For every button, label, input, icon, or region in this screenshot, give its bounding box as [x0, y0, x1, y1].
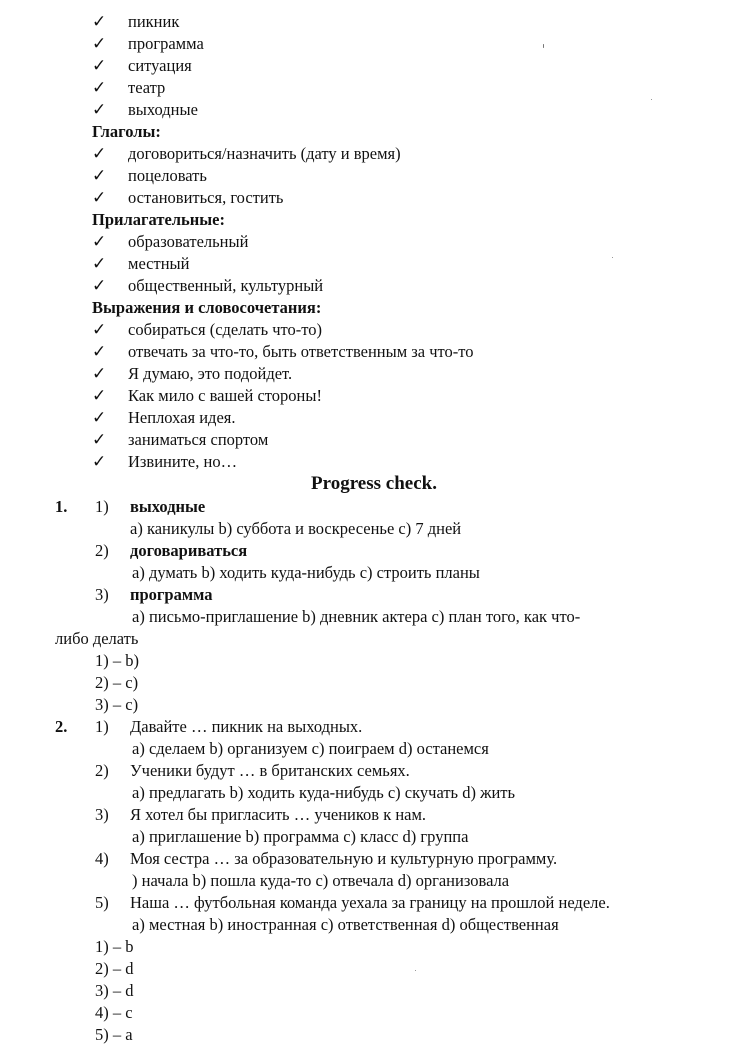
item-number: 1)	[95, 717, 109, 736]
vocab-word: программа	[130, 585, 213, 604]
check-icon: ✓	[92, 144, 107, 163]
check-icon: ✓	[92, 452, 107, 471]
answer-key-item: 3) – d	[95, 981, 134, 1000]
task-number: 2.	[55, 717, 68, 736]
phrase-item: Я думаю, это подойдет.	[128, 364, 293, 383]
answer-options: ) начала b) пошла куда-то c) отвечала d) организовала	[132, 871, 510, 890]
noun-item: пикник	[128, 12, 180, 31]
item-number: 5)	[95, 893, 109, 912]
adjective-item: местный	[128, 254, 190, 273]
check-icon: ✓	[92, 386, 107, 405]
check-icon: ✓	[92, 100, 107, 119]
answer-key-item: 2) – d	[95, 959, 134, 978]
verb-item: поцеловать	[128, 166, 207, 185]
progress-check-title: Progress check.	[311, 473, 437, 494]
question-sentence: Моя сестра … за образовательную и культурную программу.	[130, 849, 558, 868]
check-icon: ✓	[92, 254, 107, 273]
noun-item: программа	[128, 34, 204, 53]
check-icon: ✓	[92, 342, 107, 361]
phrase-item: Неплохая идея.	[128, 408, 236, 427]
check-icon: ✓	[92, 232, 107, 251]
check-icon: ✓	[92, 364, 107, 383]
adjective-item: образовательный	[128, 232, 249, 251]
task2-item	[0, 761, 730, 783]
task2-item	[0, 893, 730, 915]
item-number: 2)	[95, 541, 109, 560]
task1-item	[0, 497, 730, 519]
scan-speck	[612, 257, 613, 258]
question-sentence: Ученики будут … в британских семьях.	[130, 761, 410, 780]
check-icon: ✓	[92, 12, 107, 31]
scan-speck	[415, 970, 416, 971]
item-number: 3)	[95, 805, 109, 824]
answer-key-item: 2) – c)	[95, 673, 139, 692]
answer-options: a) сделаем b) организуем c) поиграем d) останемся	[132, 739, 489, 758]
check-icon: ✓	[92, 408, 107, 427]
phrase-item: собираться (сделать что-то)	[128, 320, 323, 339]
noun-item: выходные	[128, 100, 198, 119]
check-icon: ✓	[92, 430, 107, 449]
answer-options: a) предлагать b) ходить куда-нибудь c) скучать d) жить	[132, 783, 516, 802]
phrases-heading: Выражения и словосочетания:	[92, 298, 322, 317]
scan-speck	[543, 44, 544, 48]
task1-item	[0, 541, 730, 563]
phrase-item: отвечать за что-то, быть ответственным за что-то	[128, 342, 474, 361]
check-icon: ✓	[92, 276, 107, 295]
answer-key-item: 3) – c)	[95, 695, 139, 714]
task2-item	[0, 717, 730, 739]
check-icon: ✓	[92, 56, 107, 75]
answer-options: a) письмо-приглашение b) дневник актера c) план того, как что-	[132, 607, 581, 626]
answer-key-item: 1) – b)	[95, 651, 139, 670]
check-icon: ✓	[92, 188, 107, 207]
vocab-word: выходные	[130, 497, 206, 516]
answer-options: a) каникулы b) суббота и воскресенье c) 7 дней	[130, 519, 462, 538]
verbs-heading: Глаголы:	[92, 122, 161, 141]
task2-item	[0, 849, 730, 871]
item-number: 3)	[95, 585, 109, 604]
verb-item: договориться/назначить (дату и время)	[128, 144, 401, 163]
item-number: 4)	[95, 849, 109, 868]
check-icon: ✓	[92, 34, 107, 53]
vocab-word: договариваться	[130, 541, 248, 560]
answer-key-item: 5) – a	[95, 1025, 133, 1044]
verb-item: остановиться, гостить	[128, 188, 284, 207]
phrase-item: Как мило с вашей стороны!	[128, 386, 322, 405]
question-sentence: Наша … футбольная команда уехала за границу на прошлой неделе.	[130, 893, 610, 912]
question-sentence: Давайте … пикник на выходных.	[130, 717, 363, 736]
scan-speck	[651, 99, 652, 100]
task1-item	[0, 585, 730, 607]
adjective-item: общественный, культурный	[128, 276, 324, 295]
check-icon: ✓	[92, 320, 107, 339]
adjectives-heading: Прилагательные:	[92, 210, 225, 229]
item-number: 2)	[95, 761, 109, 780]
task-number: 1.	[55, 497, 68, 516]
check-icon: ✓	[92, 78, 107, 97]
task2-item	[0, 805, 730, 827]
answer-options: a) приглашение b) программа c) класс d) группа	[132, 827, 469, 846]
phrase-item: Извините, но…	[128, 452, 238, 471]
check-icon: ✓	[92, 166, 107, 185]
noun-item: театр	[128, 78, 166, 97]
answer-options: a) думать b) ходить куда-нибудь c) строить планы	[132, 563, 480, 582]
item-number: 1)	[95, 497, 109, 516]
answer-key-item: 1) – b	[95, 937, 134, 956]
noun-item: ситуация	[128, 56, 192, 75]
answer-options-continued: либо делать	[55, 629, 139, 648]
answer-options: a) местная b) иностранная c) ответственная d) общественная	[132, 915, 559, 934]
answer-key-item: 4) – c	[95, 1003, 133, 1022]
question-sentence: Я хотел бы пригласить … учеников к нам.	[130, 805, 427, 824]
phrase-item: заниматься спортом	[128, 430, 269, 449]
